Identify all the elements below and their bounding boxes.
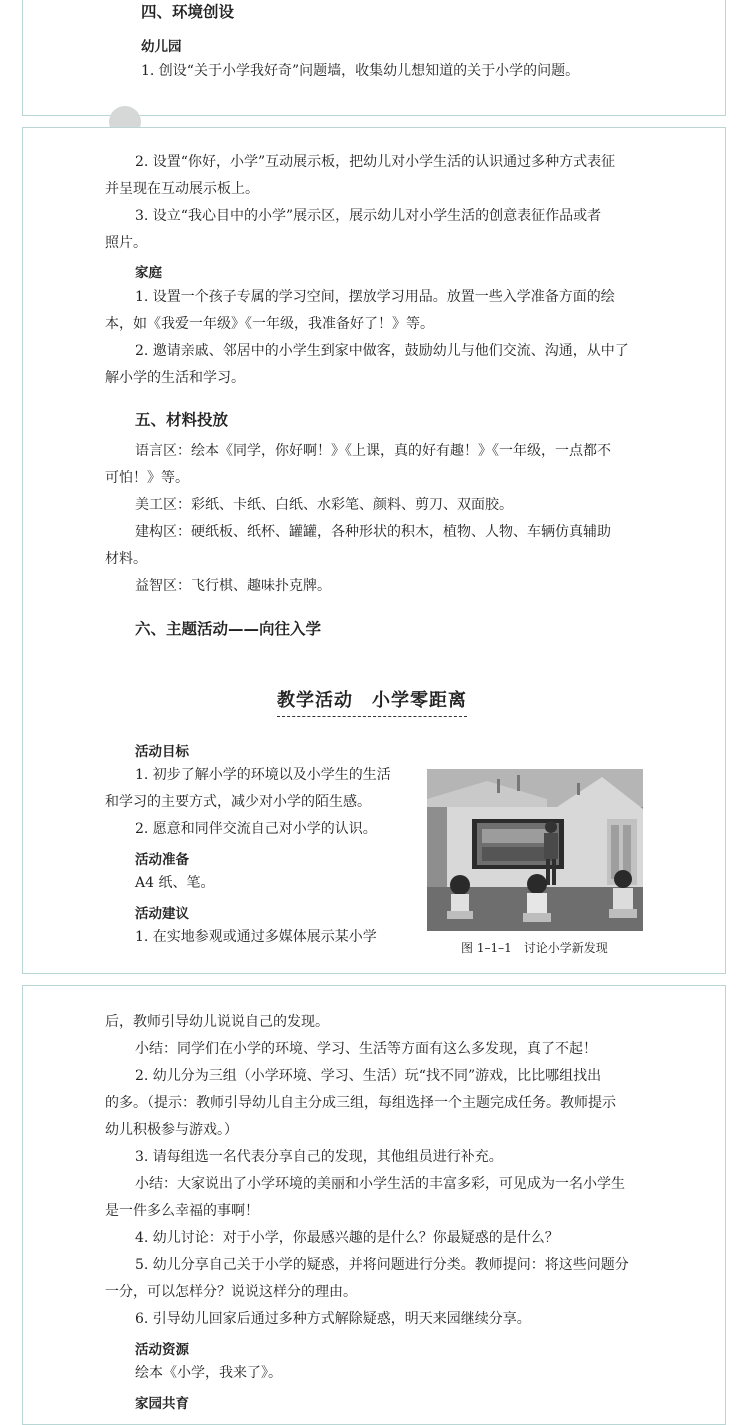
paragraph-line: 和学习的主要方式，减少对小学的陌生感。 — [105, 794, 371, 810]
paragraph-line: 绘本《小学，我来了》。 — [135, 1365, 282, 1381]
paragraph-line: 1. 在实地参观或通过多媒体展示某小学 — [135, 929, 377, 945]
paragraph-line: 2. 幼儿分为三组（小学环境、学习、生活）玩“找不同”游戏，比比哪组找出 — [135, 1068, 602, 1084]
paragraph-line: 1. 初步了解小学的环境以及小学生的生活 — [135, 767, 391, 783]
subheading-home: 家庭 — [135, 265, 162, 281]
paragraph-line: 解小学的生活和学习。 — [105, 370, 245, 386]
page-main — [22, 127, 726, 974]
paragraph-line: 3. 设立“我心目中的小学”展示区，展示幼儿对小学生活的创意表征作品或者 — [135, 208, 602, 224]
page-continued — [22, 985, 726, 1425]
section-heading-materials: 五、材料投放 — [135, 411, 229, 429]
paragraph-line: 5. 幼儿分享自己关于小学的疑惑，并将问题进行分类。教师提问：将这些问题分 — [135, 1257, 629, 1273]
paragraph-line: 6. 引导幼儿回家后通过多种方式解除疑惑，明天来园继续分享。 — [135, 1311, 531, 1327]
section-heading-environment: 四、环境创设 — [141, 3, 235, 21]
paragraph-line: 3. 请每组选一名代表分享自己的发现，其他组员进行补充。 — [135, 1149, 503, 1165]
paragraph-line: 后，教师引导幼儿说说自己的发现。 — [105, 1014, 329, 1030]
paragraph-line: 2. 邀请亲戚、邻居中的小学生到家中做客，鼓励幼儿与他们交流、沟通，从中了 — [135, 343, 629, 359]
paragraph-line: 1. 设置一个孩子专属的学习空间，摆放学习用品。放置一些入学准备方面的绘 — [135, 289, 615, 305]
paragraph-line: A4 纸、笔。 — [135, 875, 215, 891]
paragraph-line: 小结：同学们在小学的环境、学习、生活等方面有这么多发现，真了不起！ — [135, 1041, 597, 1057]
paragraph: 1. 创设“关于小学我好奇”问题墙，收集幼儿想知道的关于小学的问题。 — [141, 63, 580, 79]
subheading-preparation: 活动准备 — [135, 852, 189, 868]
paragraph-line: 4. 幼儿讨论：对于小学，你最感兴趣的是什么？你最疑惑的是什么？ — [135, 1230, 559, 1246]
paragraph-line: 美工区：彩纸、卡纸、白纸、水彩笔、颜料、剪刀、双面胶。 — [135, 497, 513, 513]
paragraph-line: 语言区：绘本《同学，你好啊！》《上课，真的好有趣！》《一年级，一点都不 — [135, 443, 611, 459]
paragraph-line: 的多。（提示：教师引导幼儿自主分成三组，每组选择一个主题完成任务。教师提示 — [105, 1095, 616, 1111]
paragraph-line: 是一件多么幸福的事啊！ — [105, 1203, 259, 1219]
paragraph-line: 一分，可以怎样分？说说这样分的理由。 — [105, 1284, 357, 1300]
paragraph-line: 幼儿积极参与游戏。） — [105, 1122, 238, 1138]
paragraph-line: 本，如《我爱一年级》《一年级，我准备好了！》等。 — [105, 316, 434, 332]
subheading-suggestions: 活动建议 — [135, 906, 189, 922]
section-heading-theme-activity: 六、主题活动——向往入学 — [135, 620, 322, 638]
photo-caption: 图 1–1–1 讨论小学新发现 — [461, 941, 608, 955]
paragraph-line: 照片。 — [105, 235, 147, 251]
paragraph-line: 小结：大家说出了小学环境的美丽和小学生活的丰富多彩，可见成为一名小学生 — [135, 1176, 625, 1192]
paragraph-line: 材料。 — [105, 551, 147, 567]
activity-title: 教学活动 小学零距离 — [277, 686, 467, 717]
paragraph-line: 并呈现在互动展示板上。 — [105, 181, 259, 197]
subheading-resources: 活动资源 — [135, 1342, 189, 1358]
paragraph-line: 2. 愿意和同伴交流自己对小学的认识。 — [135, 821, 377, 837]
paragraph-line: 可怕！》等。 — [105, 470, 189, 486]
classroom-photo-illustration — [427, 769, 643, 931]
subheading-kindergarten: 幼儿园 — [141, 39, 182, 55]
paragraph-line: 2. 设置“你好，小学”互动展示板，把幼儿对小学生活的认识通过多种方式表征 — [135, 154, 616, 170]
page-fragment-top — [22, 0, 726, 116]
paragraph-line: 建构区：硬纸板、纸杯、罐罐，各种形状的积木，植物、人物、车辆仿真辅助 — [135, 524, 611, 540]
subheading-goals: 活动目标 — [135, 744, 189, 760]
paragraph-line: 益智区：飞行棋、趣味扑克牌。 — [135, 578, 331, 594]
classroom-photo — [427, 769, 643, 931]
subheading-home-cooperation: 家园共育 — [135, 1396, 189, 1412]
